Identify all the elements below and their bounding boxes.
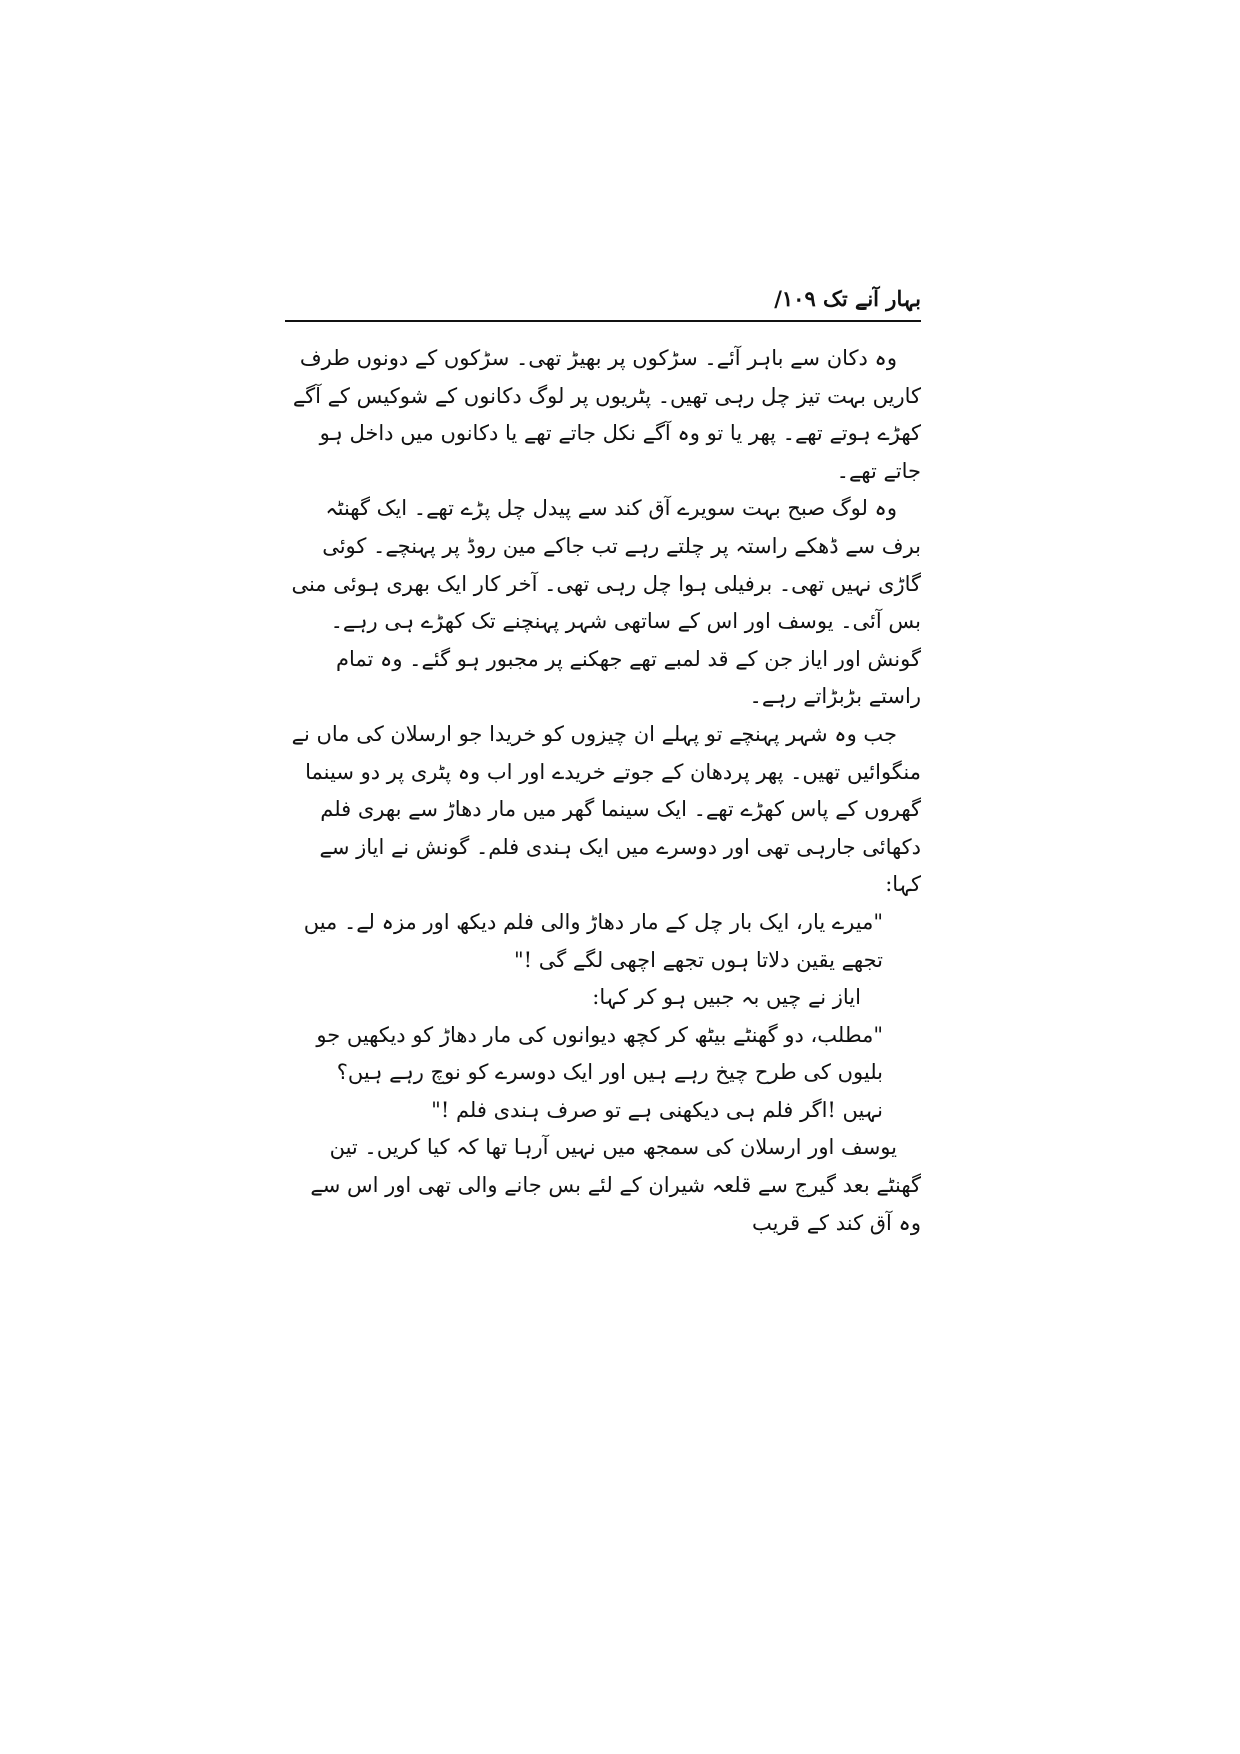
quote-gonash: "میرے یار، ایک بار چل کے مار دھاڑ والی فلم دیکھ اور مزہ لے۔ میں تجھے یقین دلاتا ہوں تجھے اچھی لگے گی !"	[303, 909, 883, 972]
quote-ayaz: "مطلب، دو گھنٹے بیٹھ کر کچھ دیوانوں کی مار دھاڑ کو دیکھیں جو بلیوں کی طرح چیخ رہے ہیں اور ایک دوسرے کو نوچ رہے ہیں؟ نہیں !اگر فلم ہی دیکھنی ہے تو صرف ہندی فلم !"	[316, 1022, 883, 1122]
paragraph-3: جب وہ شہر پہنچے تو پہلے ان چیزوں کو خریدا جو ارسلان کی ماں نے منگوائیں تھیں۔ پھر پردھان کے جوتے خریدے اور اب وہ پٹری پر دو سینما گھروں کے پاس کھڑے تھے۔ ایک سینما گھر میں مار دھاڑ سے بھری فلم دکھائی جارہی تھی اور دوسرے میں ایک ہندی فلم۔ گونش نے ایاز سے کہا:	[291, 721, 921, 897]
paragraph-1: وہ دکان سے باہر آئے۔ سڑکوں پر بھیڑ تھی۔ سڑکوں کے دونوں طرف کاریں بہت تیز چل رہی تھیں۔ پٹریوں پر لوگ دکانوں کے شوکیس کے آگے کھڑے ہوتے تھے۔ پھر یا تو وہ آگے نکل جاتے تھے یا دکانوں میں داخل ہو جاتے تھے۔	[292, 346, 921, 483]
running-header: بہار آنے تک ۱۰۹/	[774, 286, 921, 311]
page-body	[285, 340, 921, 1400]
header-divider	[285, 320, 921, 322]
paragraph-2: وہ لوگ صبح بہت سویرے آق کند سے پیدل چل پڑے تھے۔ ایک گھنٹہ برف سے ڈھکے راستہ پر چلتے رہے تب جاکے مین روڈ پر پہنچے۔ کوئی گاڑی نہیں تھی۔ برفیلی ہوا چل رہی تھی۔ آخر کار ایک بھری ہوئی منی بس آئی۔ یوسف اور اس کے ساتھی شہر پہنچنے تک کھڑے ہی رہے۔ گونش اور ایاز جن کے قد لمبے تھے جھکنے پر مجبور ہو گئے۔ وہ تمام راستے بڑبڑاتے رہے۔	[291, 496, 921, 709]
ayaz-speech-intro: ایاز نے چیں بہ جبیں ہو کر کہا:	[592, 985, 861, 1010]
paragraph-final: یوسف اور ارسلان کی سمجھ میں نہیں آرہا تھا کہ کیا کریں۔ تین گھنٹے بعد گیرج سے قلعہ شیران کے لئے بس جانے والی تھی اور اس سے وہ آق کند کے قریب	[310, 1135, 921, 1235]
